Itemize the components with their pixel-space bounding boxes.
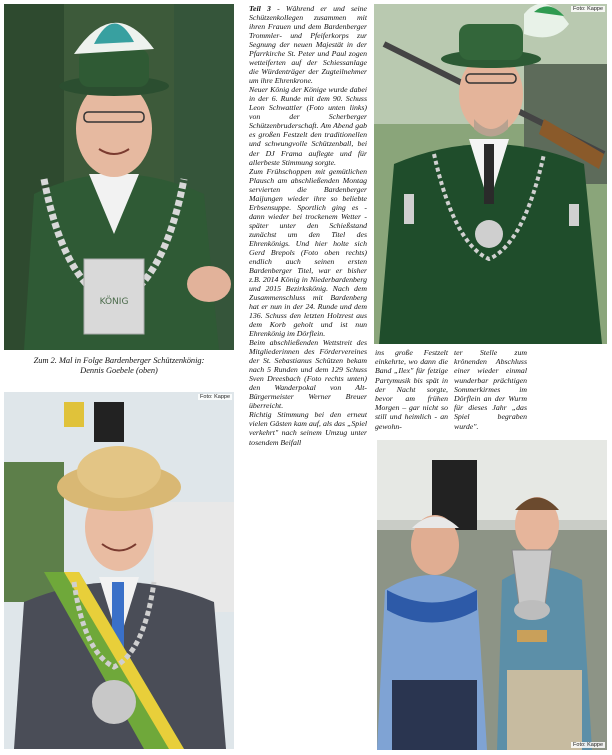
medal-text: KÖNIG bbox=[99, 297, 129, 307]
article-paragraph: Richtig Stimmung bei den erneut vielen Gästen kam auf, als das „Spiel verkehrt" nach seinem Umzug unter tosendem Beifall bbox=[249, 410, 367, 447]
photo-dennis-goebele bbox=[4, 4, 234, 350]
photo-credit: Foto: Kappe bbox=[200, 394, 230, 400]
photo-caption bbox=[4, 356, 234, 377]
caption-line: Dennis Goebele (oben) bbox=[80, 366, 158, 376]
article-paragraph: Zum Frühschoppen mit gemütlichen Plausch am abschließenden Montag servierten die Bardenberger Maijungen wieder ihre so beliebte Erbsensuppe. Sportlich ging es - dann wieder bei trockenem Wetter - später unter den Schießstand zunächst um den Titel des Ehrenkönigs. Und hier holte sich Gerd Brepols (Foto oben rechts) endlich auch seinen ersten Bardenberger Titel, war er bisher z.B. 2014 König in Niederbardenberg und 2015 Bezirkskönig. Nach dem Zusammenschluss mit Bardenberg hat er nun in der 24. Runde und dem 136. Schuss den letzten Holzrest aus dem Korb geholt und ist nun Ehrenkönig im Dörflein. bbox=[249, 166, 367, 339]
caption-line: Zum 2. Mal in Folge Bardenberger Schützenkönig: bbox=[33, 356, 205, 365]
photo-gerd-brepols bbox=[374, 4, 607, 344]
photo-credit: Foto: Kappe bbox=[573, 742, 603, 748]
article-text: - Während er und seine Schützenkollegen zusammen mit ihren Frauen und dem Bardenberger Trommler- und Pfeiferkorps zur Segnung der neuen Majestät in der Pfarrkirche St. Peter und Paul zogen wetteiferten auf der Schiessanlage die Würdenträger der Zugteilnehmer um ihre Ehrenkrone. bbox=[249, 4, 367, 86]
article-column bbox=[249, 4, 367, 750]
photo-leon-schwattler bbox=[4, 392, 234, 749]
photo-sven-dreesbach bbox=[377, 440, 607, 750]
continuation-column: ter Stelle zum krönenden Abschluss einer wieder einmal wunderbar prächtigen Sommerkirmes im Dörflein an der Wurm für dieses Jahr „das Spiel begraben wurde". bbox=[454, 348, 527, 431]
article-paragraph: Neuer König der Könige wurde dabei in der 6. Runde mit dem 90. Schuss Leon Schwattler (Foto unten links) von der Scherberger Schützenbruderschaft. Am Abend gab es großen Festzelt den traditionellen und schwungvolle Schützenball, bei der DJ Frama auflegte und für allerbeste Stimmung sorgte. bbox=[249, 85, 367, 167]
article-paragraph: Beim abschließenden Wettstreit des Mitgliederinnen des Fördervereines der St. Sebastianus Schützen bekam nach 5 Runden und dem 129 Schuss Sven Dreesbach (Foto rechts unten) den Wanderpokal von Alt-Bürgermeister Werner Breuer überreicht. bbox=[249, 338, 367, 411]
photo-credit: Foto: Kappe bbox=[573, 6, 603, 12]
article-lead: Teil 3 bbox=[249, 4, 271, 13]
continuation-column: ins große Festzelt einkehrte, wo dann die Band „Ilex" für fetzige Partymusik bis spät in der Nacht sorgte, bevor am frühen Morgen – gar nicht so still und heimlich - an gewohn- bbox=[375, 348, 448, 431]
article-paragraph bbox=[249, 4, 367, 85]
article-continuation bbox=[375, 348, 607, 436]
